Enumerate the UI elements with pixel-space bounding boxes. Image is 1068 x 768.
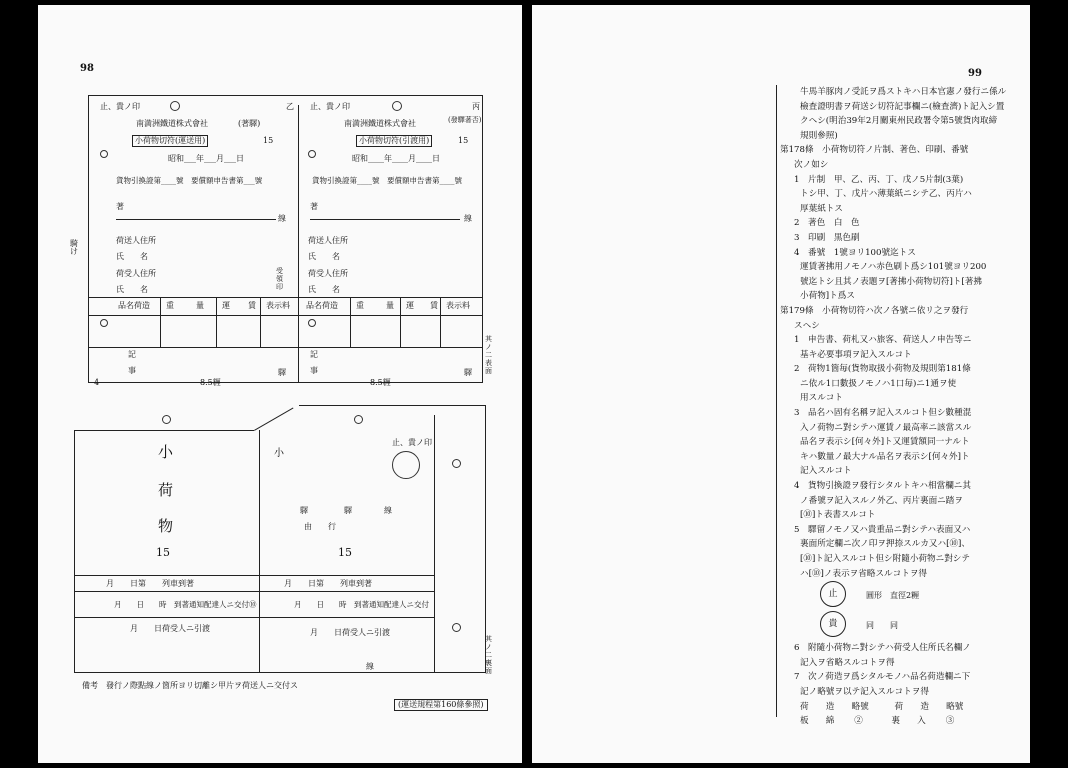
left-page <box>38 5 522 763</box>
punch-hole <box>308 319 316 327</box>
col-fare-1: 運 <box>222 301 230 310</box>
stub-label-right: 止、貴ノ印 <box>310 102 350 111</box>
col-fee: 表示料 <box>266 301 290 310</box>
text-line: 1 片制 甲、乙、丙、丁、戊ノ5片制(3葉) <box>794 174 964 185</box>
col-fare-right-1: 運 <box>406 301 414 310</box>
text-line: クヘシ(明治39年2月關東州民政署令第5號貨肉取締 <box>800 116 998 127</box>
col-weight-2: 量 <box>196 301 204 310</box>
serial-right: 15 <box>458 136 469 145</box>
punch-hole <box>100 319 108 327</box>
company-name: 南満洲鐵道株式會社 <box>136 119 208 128</box>
punch-hole <box>452 623 461 632</box>
text-line: 1 申告書、荷札又ハ旅客、荷送人ノ申告等ニ <box>794 335 972 346</box>
stamp-icon: 貴 <box>820 611 846 637</box>
text-line: 4 貨物引換證ヲ發行シタルトキハ相當欄ニ其 <box>794 481 971 492</box>
text-line: ニ依ル1口數扱ノモノハ1口毎)ニ1通ヲ使 <box>800 378 957 389</box>
route-label: 驛 <box>300 506 308 515</box>
text-line: 第178條 小荷物切符ノ片制、著色、印刷、番號 <box>780 145 969 156</box>
tag-char: 小 <box>158 443 174 461</box>
stamp-caption: 同 同 <box>866 621 898 631</box>
punch-hole <box>162 415 171 424</box>
top-form <box>88 95 483 385</box>
copy-mark: 乙 <box>286 102 294 111</box>
route-label-2: 驛 <box>344 506 352 515</box>
stub-label: 止、貴ノ印 <box>392 438 432 447</box>
remarks-label-right: 記 <box>310 350 318 359</box>
text-line: 7 次ノ荷造ヲ爲シタルモノハ品名荷造欄ニ下 <box>794 672 971 683</box>
via-label: 由 行 <box>304 522 336 531</box>
text-line: 記入スルコト <box>800 466 852 477</box>
text-line: [⑩]ト記入スルコト但シ附隨小荷物ニ對シテ <box>800 554 970 564</box>
col-item: 品名荷造 <box>118 301 150 310</box>
receiver-name-label: 氏 名 <box>116 285 148 294</box>
route-label-3: 線 <box>384 506 392 515</box>
punch-hole <box>308 150 316 158</box>
notice-row-right: 月 日 時 到著通知配達人ニ交付 <box>294 600 429 609</box>
page-number: 98 <box>80 63 94 74</box>
punch-hole <box>170 101 180 111</box>
text-line: トシ甲、丁、戊片ハ薄葉紙ニシテ乙、丙片ハ <box>800 189 972 200</box>
serial: 15 <box>156 546 170 559</box>
remarks-label-2: 事 <box>128 366 136 375</box>
train-row-right: 月 日第 列車到著 <box>284 579 372 588</box>
text-line: 規則參照) <box>800 130 838 141</box>
dim-label-right: 8.5糎 <box>370 378 391 387</box>
text-line: 4 番號 1號ヨリ100號迄トス <box>794 247 916 258</box>
station-mark: 驛 <box>278 368 286 377</box>
text-line: 6 附隨小荷物ニ對シテハ荷受人住所氏名欄ノ <box>794 643 971 654</box>
col-fare-right-2: 賃 <box>430 301 438 310</box>
date-field: 昭和___年___月___日 <box>168 154 244 163</box>
receiver-name-label-right: 氏 名 <box>308 285 340 294</box>
text-line: 2 荷物1箇毎(貨物取扱小荷物及規則第181條 <box>794 364 971 375</box>
sender-name-label: 氏 名 <box>116 252 148 261</box>
delivery-row: 月 日荷受人ニ引渡 <box>130 624 210 633</box>
text-line: ハ[⑩]ノ表示ヲ省略スルコトヲ得 <box>800 568 928 579</box>
reference: (運送規程第160條參照) <box>394 699 488 711</box>
text-line: [⑩]ト表書スルコト <box>800 510 876 521</box>
stub-label: 止、貴ノ印 <box>100 102 140 111</box>
side-label-bottom: 其ノ二裏面 <box>485 635 492 675</box>
text-line: 厚葉紙トス <box>800 203 843 214</box>
stamp-row <box>780 581 1002 611</box>
body-text <box>780 85 1007 729</box>
text-line: 入ノ荷物ニ對シテハ運賃ノ最高率ニ該當スル <box>800 422 972 433</box>
line-mark-right: 線 <box>464 214 472 223</box>
text-line: 裏面所定欄ニ次ノ印ヲ押捺スルカ又ハ[⑩]、 <box>800 539 970 550</box>
date-field-right: 昭和____年____月____日 <box>352 154 440 163</box>
stamp-circle <box>392 451 420 479</box>
col-weight-1: 重 <box>166 301 174 310</box>
text-line: キハ數量ノ最大ナル品名ヲ表示シ[何々外]ト <box>800 451 970 462</box>
text-line: 品名ヲ表示シ[何々外]ト又運賃額同一ナルト <box>800 437 970 448</box>
sender-address-label: 荷送人住所 <box>116 236 156 245</box>
tag-char-right: 小 <box>274 448 284 459</box>
company-name-right: 南満洲鐵道株式會社 <box>344 119 416 128</box>
col-fare-2: 賃 <box>248 301 256 310</box>
line-label: 線 <box>366 662 374 671</box>
text-line: 用スルコト <box>800 393 843 404</box>
tag-char: 物 <box>158 517 174 535</box>
text-line: 5 驛留ノモノ又ハ貴重品ニ對シテハ表面又ハ <box>794 524 971 535</box>
route-label: 著 <box>116 202 124 211</box>
bottom-form <box>74 405 486 673</box>
text-line: 號迄トシ且其ノ表題ヲ[著拂小荷物切符]ト[著拂 <box>800 276 982 287</box>
text-line: 小荷物]ト爲ス <box>800 291 855 302</box>
ticket-title-right: 小荷物切符(引渡用) <box>356 135 432 147</box>
stamp-caption: 圓形 直徑2糎 <box>866 591 920 601</box>
receiver-address-label: 荷受人住所 <box>116 269 156 278</box>
tag-char: 荷 <box>158 481 174 499</box>
punch-hole <box>354 415 363 424</box>
station-mark-right: 驛 <box>464 368 472 377</box>
side-label-right: 其ノ二表面 <box>485 335 492 375</box>
right-page <box>532 5 1030 763</box>
col-item-right: 品名荷造 <box>306 301 338 310</box>
sender-name-label-right: 氏 名 <box>308 252 340 261</box>
remarks-label: 記 <box>128 350 136 359</box>
text-line: 記ノ略號ヲ以テ記入スルコトヲ得 <box>800 686 929 697</box>
text-line: 第179條 小荷物切符ハ次ノ各號ニ依リ之ヲ發行 <box>780 305 969 316</box>
dim-label-mid: 8.5糎 <box>200 378 221 387</box>
receiver-address-label-right: 荷受人住所 <box>308 269 348 278</box>
exchange-row: 貨物引換證第____號 要償額申告書第___號 <box>116 176 263 185</box>
text-line: 板 綿 ② 裏 入 ③ <box>800 716 955 727</box>
ticket-title: 小荷物切符(運送用) <box>132 135 208 147</box>
text-line: 運賃著拂用ノモノハ赤色刷ト爲シ101號ヨリ200 <box>800 262 987 273</box>
serial: 15 <box>263 136 274 145</box>
serial-right: 15 <box>338 546 352 559</box>
train-row: 月 日第 列車到著 <box>106 579 194 588</box>
stamp-text-right: (發驛著否) <box>448 116 482 124</box>
delivery-row-right: 月 日荷受人ニ引渡 <box>310 628 390 637</box>
receipt-stamp-label: 受領印 <box>276 267 283 291</box>
text-line: 記入ヲ省略スルコトヲ得 <box>800 657 895 668</box>
text-line: 次ノ如シ <box>794 159 829 170</box>
col-weight-right-2: 量 <box>386 301 394 310</box>
stamp-row <box>780 611 1002 641</box>
route-label-right: 著 <box>310 202 318 211</box>
text-line: 牛馬羊豚肉ノ受託ヲ爲ストキハ日本官憲ノ發行ニ係ル <box>800 87 1007 97</box>
page-number: 99 <box>968 68 982 79</box>
text-line: 3 印刷 黒色刷 <box>794 232 860 243</box>
text-line: ノ番號ヲ記入スルノ外乙、丙片裏面ニ踏ヲ <box>800 495 963 506</box>
punch-hole <box>452 459 461 468</box>
text-line: 檢査證明書ヲ荷送シ切符記事欄ニ(檢査濟)ト記入シ置 <box>800 101 1005 112</box>
text-line: 2 著色 白 色 <box>794 218 860 229</box>
copy-mark-right: 丙 <box>472 102 480 111</box>
dim-label: 4 <box>94 378 100 387</box>
stamp-text: (著驛) <box>238 119 261 128</box>
text-line: 基キ必要事項ヲ記入スルコト <box>800 349 912 360</box>
punch-hole <box>392 101 402 111</box>
line-mark: 線 <box>278 214 286 223</box>
col-fee-right: 表示料 <box>446 301 470 310</box>
punch-hole <box>100 150 108 158</box>
notice-row: 月 日 時 到著通知配達人ニ交付⑩ <box>114 600 257 609</box>
exchange-row-right: 貨物引換證第____號 要償額申告書第____號 <box>312 176 462 185</box>
text-line: 荷 造 略號 荷 造 略號 <box>800 701 964 712</box>
remarks-label-right-2: 事 <box>310 366 318 375</box>
col-weight-right-1: 重 <box>356 301 364 310</box>
footnote: 備考 發行ノ際點線ノ箇所ヨリ切離シ甲片ヲ荷送人ニ交付ス <box>82 681 298 690</box>
stamp-icon: 止 <box>820 581 846 607</box>
text-line: スヘシ <box>794 320 820 331</box>
text-line: 3 品名ハ固有名稱ヲ記入スルコト但シ數種混 <box>794 408 972 419</box>
side-label: 騎け <box>70 239 78 256</box>
sender-address-label-right: 荷送人住所 <box>308 236 348 245</box>
